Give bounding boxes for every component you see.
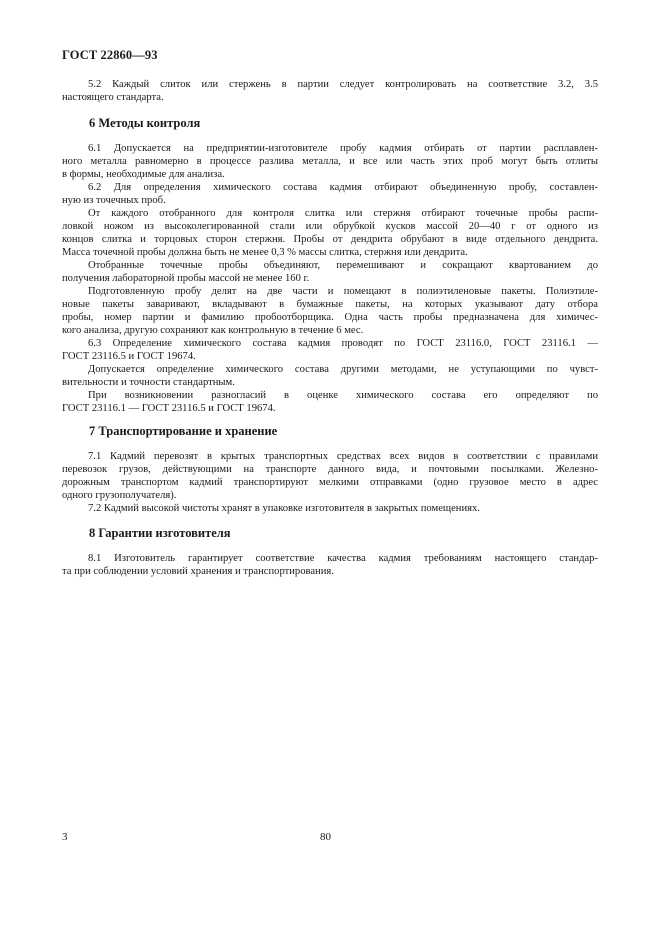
- text-line: пробы, номер партии и фамилию пробоотборщика. Одна часть пробы предназначена для химичес-: [62, 312, 598, 324]
- text-line: ГОСТ 23116.1 — ГОСТ 23116.5 и ГОСТ 19674.: [62, 403, 276, 415]
- text-line: в формы, необходимые для анализа.: [62, 169, 225, 181]
- paragraph-6-2-combining: [62, 259, 598, 285]
- text-line: перевозок грузов, действующими на транспорте данного вида, и почтовыми посылками. Железно-: [62, 464, 598, 476]
- document-header: ГОСТ 22860—93: [62, 48, 158, 62]
- text-line: ловкой ножом из высоколегированной стали или обрубкой кусков массой 20—40 г от одного из: [62, 221, 598, 233]
- section-8-heading: 8 Гарантии изготовителя: [89, 526, 231, 540]
- text-line: 8.1 Изготовитель гарантирует соответствие качества кадмия требованиям настоящего стандар-: [88, 553, 598, 564]
- paragraph-6-3: [62, 337, 598, 363]
- paragraph-7-2: [62, 502, 598, 515]
- text-line: 7.2 Кадмий высокой чистоты хранят в упаковке изготовителя в закрытых помещениях.: [88, 503, 480, 514]
- text-line: кого анализа, другую сохраняют как контрольную в течение 6 мес.: [62, 325, 364, 337]
- text-line: 5.2 Каждый слиток или стержень в партии следует контролировать на соответствие 3.2, 3.5: [88, 79, 598, 90]
- page-number: 80: [320, 831, 331, 843]
- text-line: 6.3 Определение химического состава кадмия проводят по ГОСТ 23116.0, ГОСТ 23116.1 —: [88, 338, 598, 349]
- paragraph-8-1: [62, 552, 598, 578]
- text-line: От каждого отобранного для контроля слитка или стержня отбирают точечные пробы распи-: [88, 208, 598, 219]
- text-line: 6.2 Для определения химического состава кадмия отбирают объединенную пробу, составлен-: [88, 182, 598, 193]
- text-line: вительности и точности стандартным.: [62, 377, 235, 389]
- paragraph-7-1: [62, 450, 598, 502]
- text-line: Допускается определение химического состава другими методами, не уступающими по чувст-: [88, 364, 598, 375]
- text-line: Подготовленную пробу делят на две части и помещают в полиэтиленовые пакеты. Полиэтиле-: [88, 286, 598, 297]
- text-line: 6.1 Допускается на предприятии-изготовителе пробу кадмия отбирать от партии расплавлен-: [88, 143, 598, 154]
- footer-page-marker: 3: [62, 831, 68, 843]
- text-line: При возникновении разногласий в оценке химического состава его определяют по: [88, 390, 598, 401]
- text-line: 7.1 Кадмий перевозят в крытых транспортных средствах всех видов в соответствии с правилами: [88, 451, 598, 462]
- paragraph-6-3-disputes: [62, 389, 598, 415]
- text-line: получения лабораторной пробы массой не менее 160 г.: [62, 273, 310, 285]
- text-line: новые пакеты заваривают, вкладывают в бумажные пакеты, на которых указывают дату отбора: [62, 299, 598, 311]
- text-line: Масса точечной пробы должна быть не менее 0,3 % массы слитка, стержня или дендрита.: [62, 247, 468, 259]
- section-6-heading: 6 Методы контроля: [89, 116, 201, 130]
- text-line: ного металла равномерно в процессе разлива металла, и все или часть этих проб могут быть отлиты: [62, 156, 598, 168]
- text-line: настоящего стандарта.: [62, 92, 164, 104]
- text-line: дорожным транспортом кадмий транспортируют мелкими отправками (одно грузовое место в адрес: [62, 477, 598, 489]
- text-line: та при соблюдении условий хранения и транспортирования.: [62, 566, 334, 578]
- paragraph-6-2-sampling: [62, 207, 598, 259]
- paragraph-6-2: [62, 181, 598, 207]
- paragraph-6-2-packaging: [62, 285, 598, 337]
- paragraph-5-2: [62, 78, 598, 104]
- text-line: одного грузополучателя).: [62, 490, 177, 502]
- section-7-heading: 7 Транспортирование и хранение: [89, 424, 278, 438]
- text-line: концов слитка и торцовых сторон стержня. Пробы от дендрита обрубают в виде отдельного дендрита.: [62, 234, 598, 246]
- text-line: ГОСТ 23116.5 и ГОСТ 19674.: [62, 351, 196, 363]
- text-line: ную из точечных проб.: [62, 195, 166, 207]
- paragraph-6-3-alternative: [62, 363, 598, 389]
- text-line: Отобранные точечные пробы объединяют, перемешивают и сокращают квартованием до: [88, 260, 598, 271]
- paragraph-6-1: [62, 142, 598, 181]
